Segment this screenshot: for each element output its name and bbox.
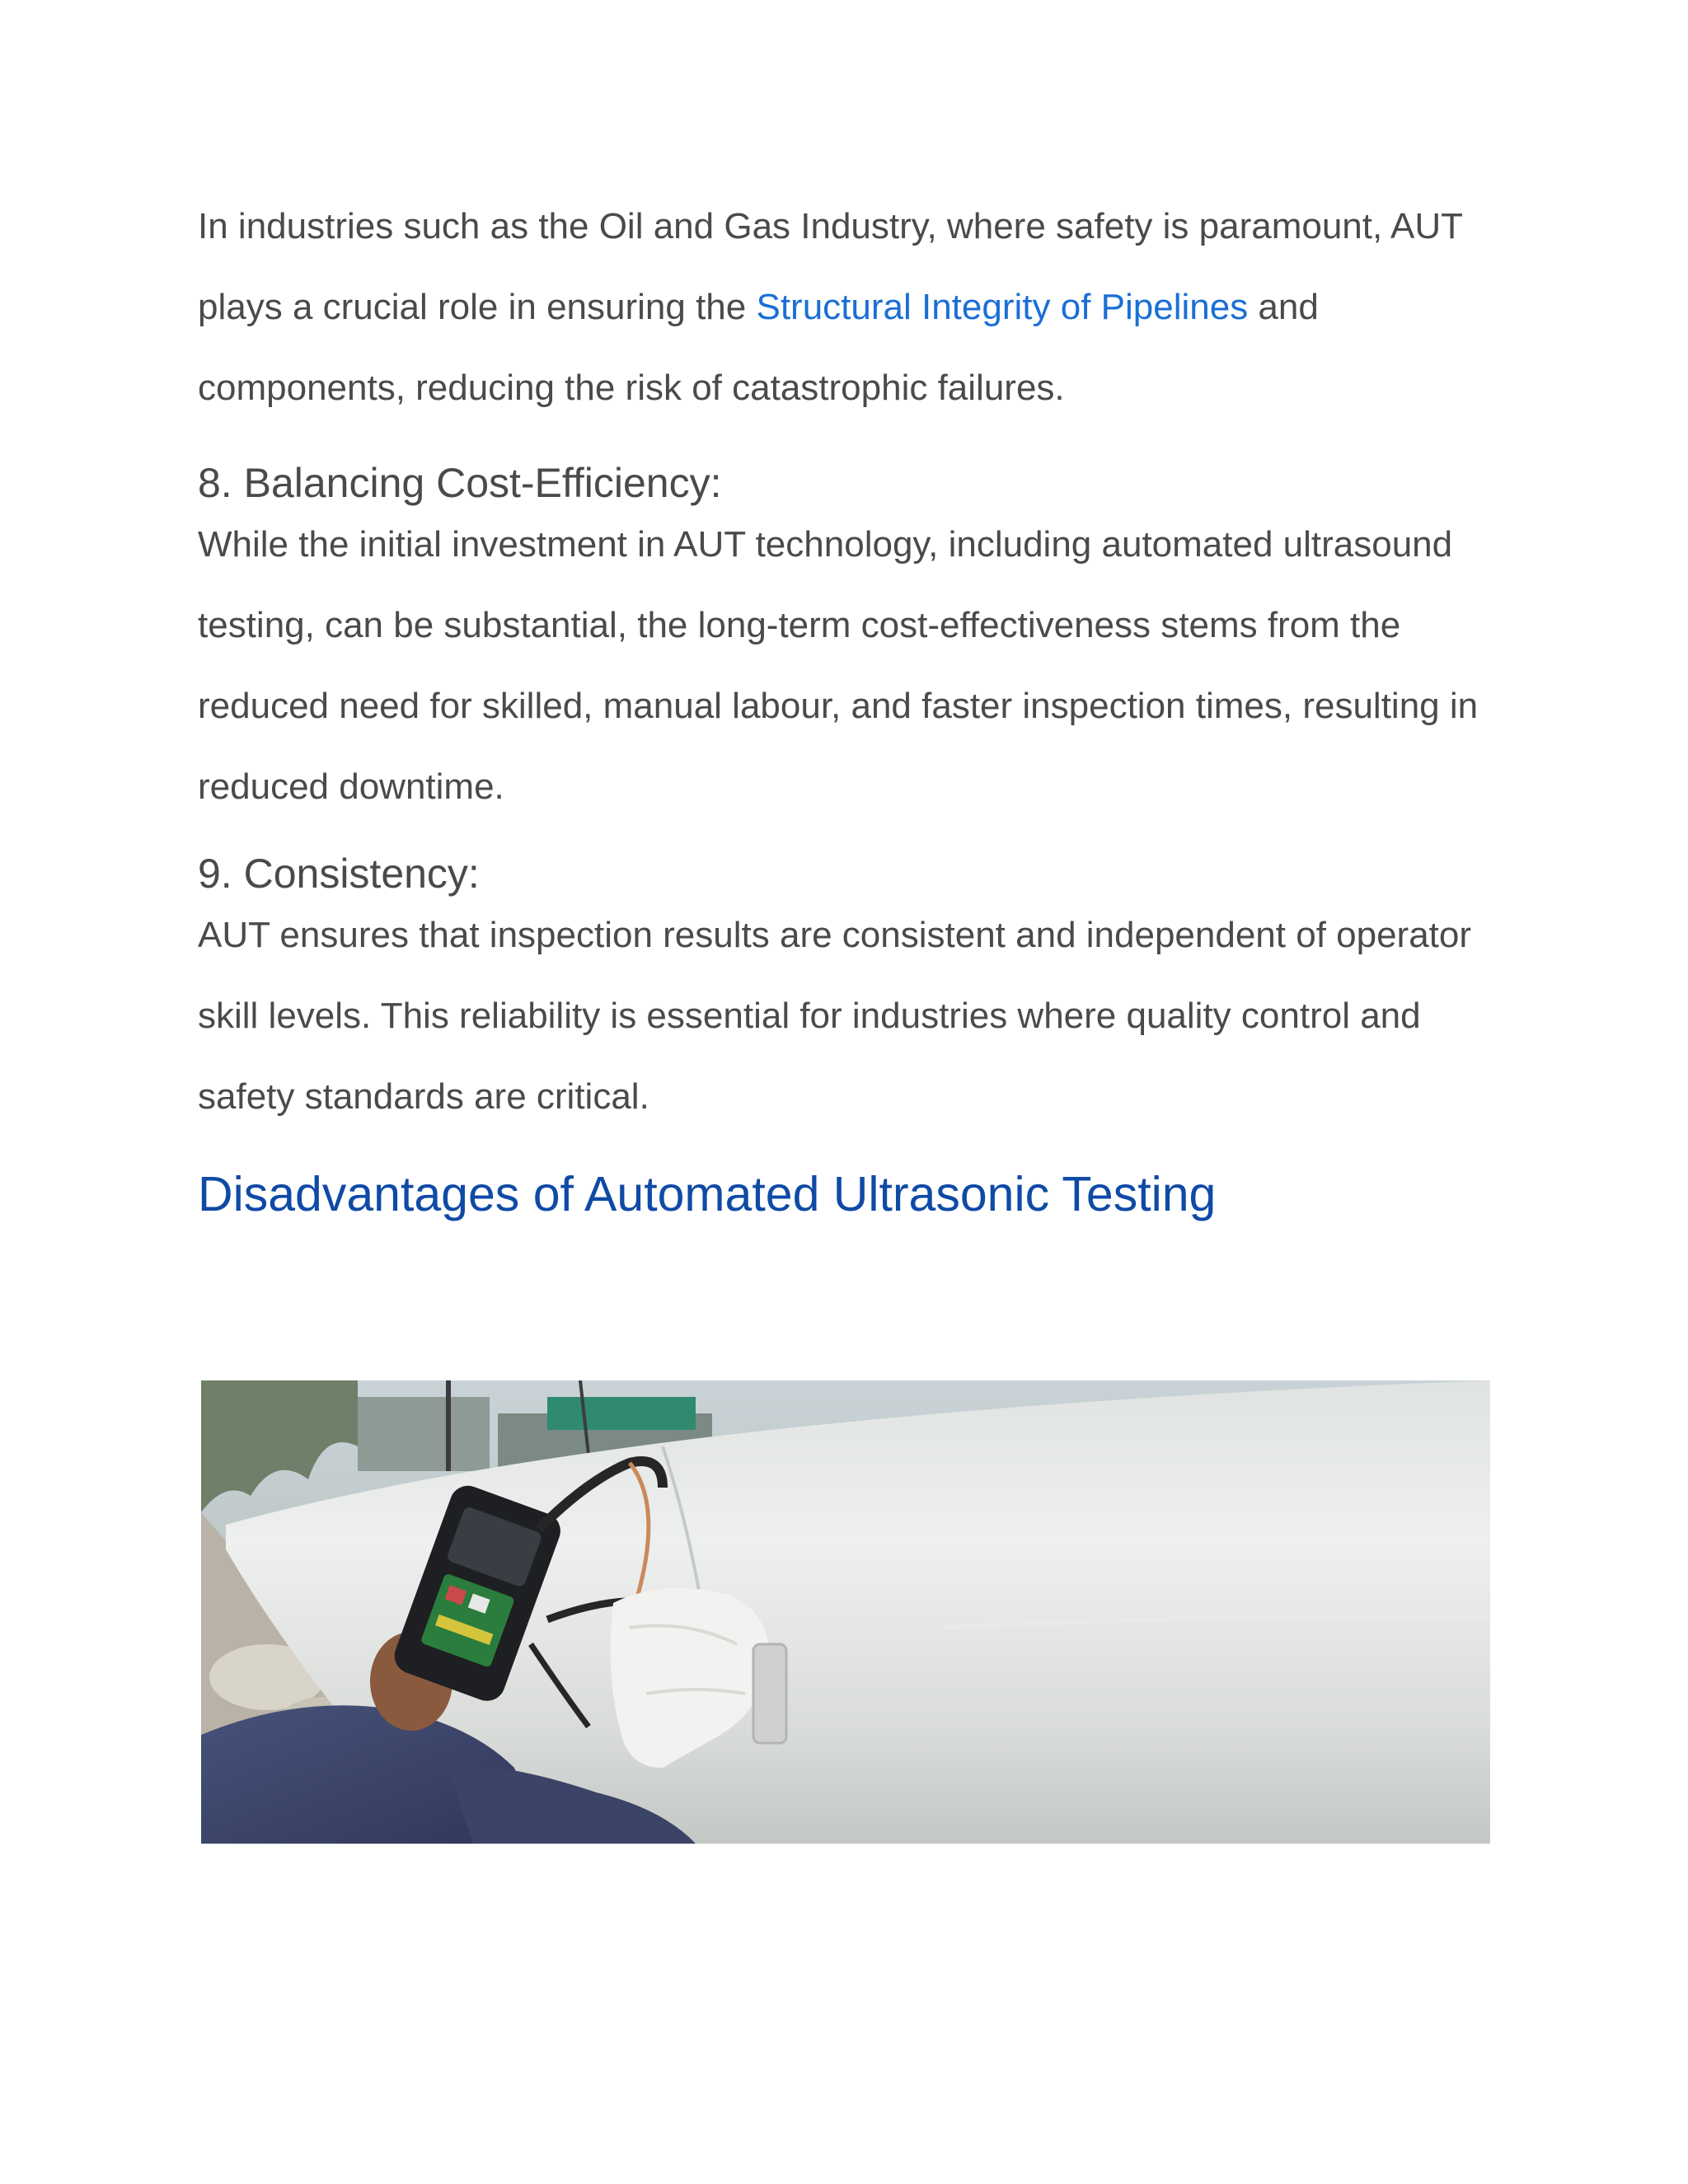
paragraph-cost-efficiency: While the initial investment in AUT technology, including automated ultrasound testing, can be substantial, the long-term cost-effectiveness stems from the reduced need for skilled, manual labour, and faster inspection times, resulting in reduced downtime. — [198, 524, 1479, 807]
paragraph-consistency: AUT ensures that inspection results are consistent and independent of operator skill levels. This reliability is essential for industries where quality control and safety standards are critical. — [198, 915, 1472, 1117]
structural-integrity-link[interactable]: Structural Integrity of Pipelines — [756, 287, 1249, 327]
paragraph-safety-text-before: In industries such as the Oil and Gas Industry, where safety is paramount, AUT plays a crucial role in ensuring the — [198, 206, 1463, 327]
pipeline-inspection-illustration — [201, 1380, 1490, 1844]
heading-disadvantages: Disadvantages of Automated Ultrasonic Testing — [198, 1167, 1217, 1221]
paragraph-safety — [198, 186, 1500, 429]
heading-consistency: 9. Consistency: — [198, 851, 480, 897]
pipeline-inspection-photo — [201, 1380, 1490, 1844]
article-content — [198, 186, 1500, 1223]
heading-cost-efficiency: 8. Balancing Cost-Efficiency: — [198, 460, 722, 506]
paragraph-safety-text-after: and components, reducing the risk of catastrophic failures. — [198, 287, 1319, 408]
